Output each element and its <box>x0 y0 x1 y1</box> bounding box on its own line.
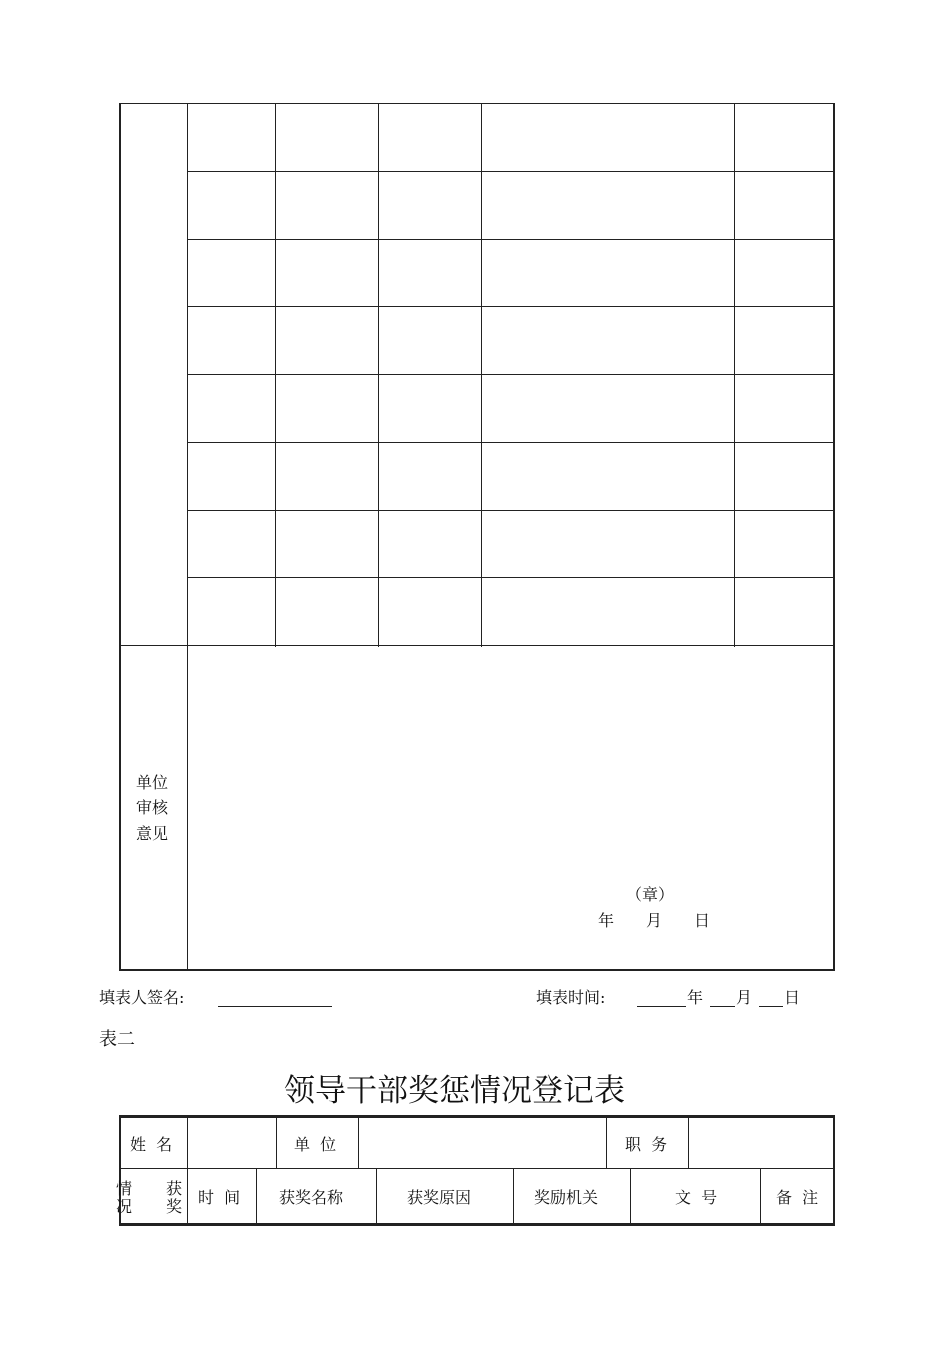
grid-row-divider <box>187 239 834 240</box>
date-year: 年 <box>598 911 615 930</box>
award-label-left-1: 情 <box>116 1179 133 1198</box>
grid-row-divider <box>187 306 834 307</box>
doc-number-header: 文 号 <box>675 1188 718 1207</box>
award-label-left-2: 况 <box>116 1197 133 1216</box>
month-blank[interactable] <box>710 992 735 1007</box>
day-blank[interactable] <box>759 992 783 1007</box>
row2-divider <box>513 1168 514 1224</box>
remarks-header: 备 注 <box>776 1188 819 1207</box>
name-label: 姓 名 <box>130 1135 173 1154</box>
unit-label: 单 位 <box>294 1135 337 1154</box>
upper-table-bottom-border <box>119 969 835 971</box>
signer-label: 填表人签名: <box>99 988 185 1007</box>
fill-time-label: 填表时间: <box>536 988 606 1007</box>
review-label-line-1: 单位 <box>136 773 169 792</box>
upper-table-label-divider <box>187 103 188 971</box>
award-reason-header: 获奖原因 <box>407 1188 472 1207</box>
grid-row-divider <box>119 645 834 646</box>
fill-month: 月 <box>736 988 753 1007</box>
table2-bottom-border <box>119 1223 835 1226</box>
signer-blank[interactable] <box>218 992 332 1007</box>
table2-right-border <box>833 1115 835 1226</box>
grid-row-divider <box>187 510 834 511</box>
year-blank[interactable] <box>637 992 686 1007</box>
award-name-header: 获奖名称 <box>279 1188 344 1207</box>
award-label-right-1: 获 <box>166 1179 183 1198</box>
grid-row-divider <box>187 442 834 443</box>
seal-mark: （章） <box>626 885 675 904</box>
review-label-line-2: 审核 <box>136 798 169 817</box>
table2-row-divider <box>119 1168 834 1169</box>
table2-title: 领导干部奖惩情况登记表 <box>284 1073 625 1109</box>
upper-table-right-border <box>833 103 835 971</box>
row2-divider <box>630 1168 631 1224</box>
row1-divider <box>606 1116 607 1169</box>
fill-year: 年 <box>687 988 704 1007</box>
row2-divider <box>187 1168 188 1224</box>
row2-divider <box>256 1168 257 1224</box>
grid-row-divider <box>187 171 834 172</box>
position-label: 职 务 <box>625 1135 668 1154</box>
upper-table-left-border <box>119 103 121 971</box>
review-label-line-3: 意见 <box>136 824 169 843</box>
row2-divider <box>376 1168 377 1224</box>
name-value-cell[interactable] <box>189 1118 275 1167</box>
date-month: 月 <box>646 911 663 930</box>
unit-value-cell[interactable] <box>360 1118 605 1167</box>
fill-day: 日 <box>784 988 801 1007</box>
row2-divider <box>760 1168 761 1224</box>
grid-row-divider <box>187 374 834 375</box>
time-header: 时 间 <box>198 1188 241 1207</box>
upper-table-top-border <box>119 103 835 104</box>
grid-row-divider <box>187 577 834 578</box>
table2-caption: 表二 <box>99 1029 135 1050</box>
award-label-right-2: 奖 <box>166 1197 183 1216</box>
position-value-cell[interactable] <box>690 1118 832 1167</box>
award-authority-header: 奖励机关 <box>534 1188 599 1207</box>
date-day: 日 <box>694 911 711 930</box>
row1-divider <box>276 1116 277 1169</box>
